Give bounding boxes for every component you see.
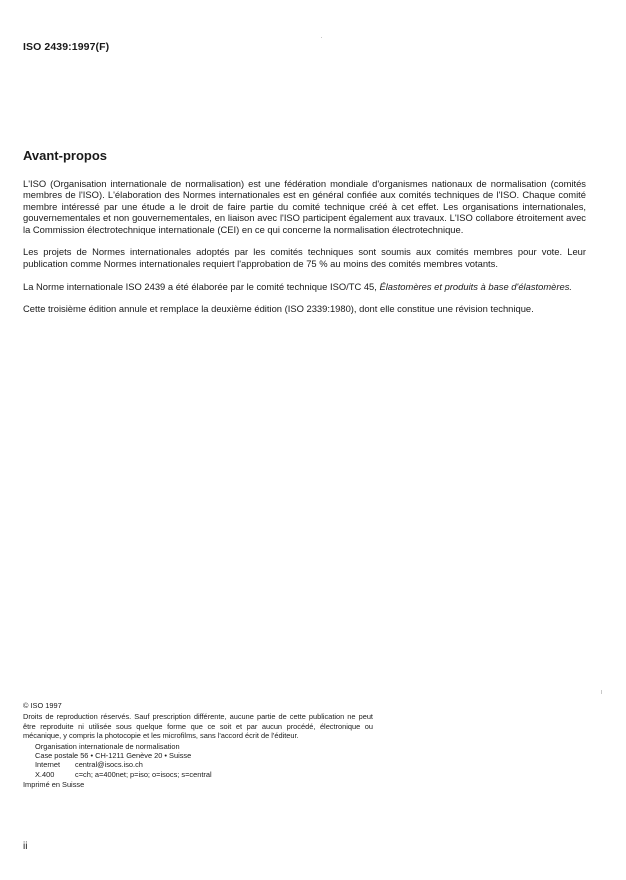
paragraph-1: L'ISO (Organisation internationale de normalisation) est une fédération mondiale d'organismes nationaux de normalisation (comités membres de l'ISO). L'élaboration des Normes internationales est en général confiée aux comités techniques de l'ISO. Chaque comité membre intéressé par une étude a le droit de faire partie du comité technique créé à cet effet. Les organisations internationales, gouvernementales et non gouvernementales, en liaison avec l'ISO participent également aux travaux. L'ISO collabore étroitement avec la Commission électrotechnique internationale (CEI) en ce qui concerne la normalisation électrotechnique. (23, 178, 586, 235)
document-header (23, 41, 109, 53)
publisher-address (23, 742, 373, 780)
copyright-notice: © ISO 1997 (23, 701, 62, 710)
section-body (23, 178, 586, 326)
x400-row (35, 770, 373, 779)
page-number: ii (23, 841, 28, 852)
paragraph-2: Les projets de Normes internationales adoptés par les comités techniques sont soumis aux comités membres pour vote. Leur publication comme Normes internationales requiert l'approbation de 75 % au moins des comités membres votants. (23, 246, 586, 269)
copyright-block (23, 701, 373, 790)
printed-in: Imprimé en Suisse (23, 780, 85, 790)
paragraph-3-text: La Norme internationale ISO 2439 a été élaborée par le comité technique ISO/TC 45, (23, 280, 380, 292)
x400-value: c=ch; a=400net; p=iso; o=isocs; s=central (75, 769, 212, 779)
scan-speck (601, 690, 602, 694)
scan-speck (321, 37, 322, 38)
publisher-organization: Organisation internationale de normalisation (35, 741, 180, 751)
internet-label: Internet (35, 760, 61, 770)
paragraph-4: Cette troisième édition annule et remplace la deuxième édition (ISO 2339:1980), dont elle constitue une révision technique. (23, 303, 534, 315)
copyright-rights: Droits de reproduction réservés. Sauf prescription différente, aucune partie de cette publication ne peut être reproduite ni utilisée sous quelque forme que ce soit et par aucun procédé, électronique ou mécanique, y compris la photocopie et les microfilms, sans l'accord écrit de l'éditeur. (23, 712, 373, 741)
paragraph-3 (23, 281, 586, 292)
standard-id: ISO 2439:1997(F) (23, 41, 110, 53)
x400-label: X.400 (35, 769, 55, 779)
internet-value: central@isocs.iso.ch (75, 760, 143, 770)
section-title: Avant-propos (23, 148, 108, 163)
publisher-postal: Case postale 56 • CH-1211 Genève 20 • Suisse (35, 751, 192, 761)
committee-title: Élastomères et produits à base d'élastomères. (379, 280, 572, 292)
internet-row (35, 760, 373, 769)
